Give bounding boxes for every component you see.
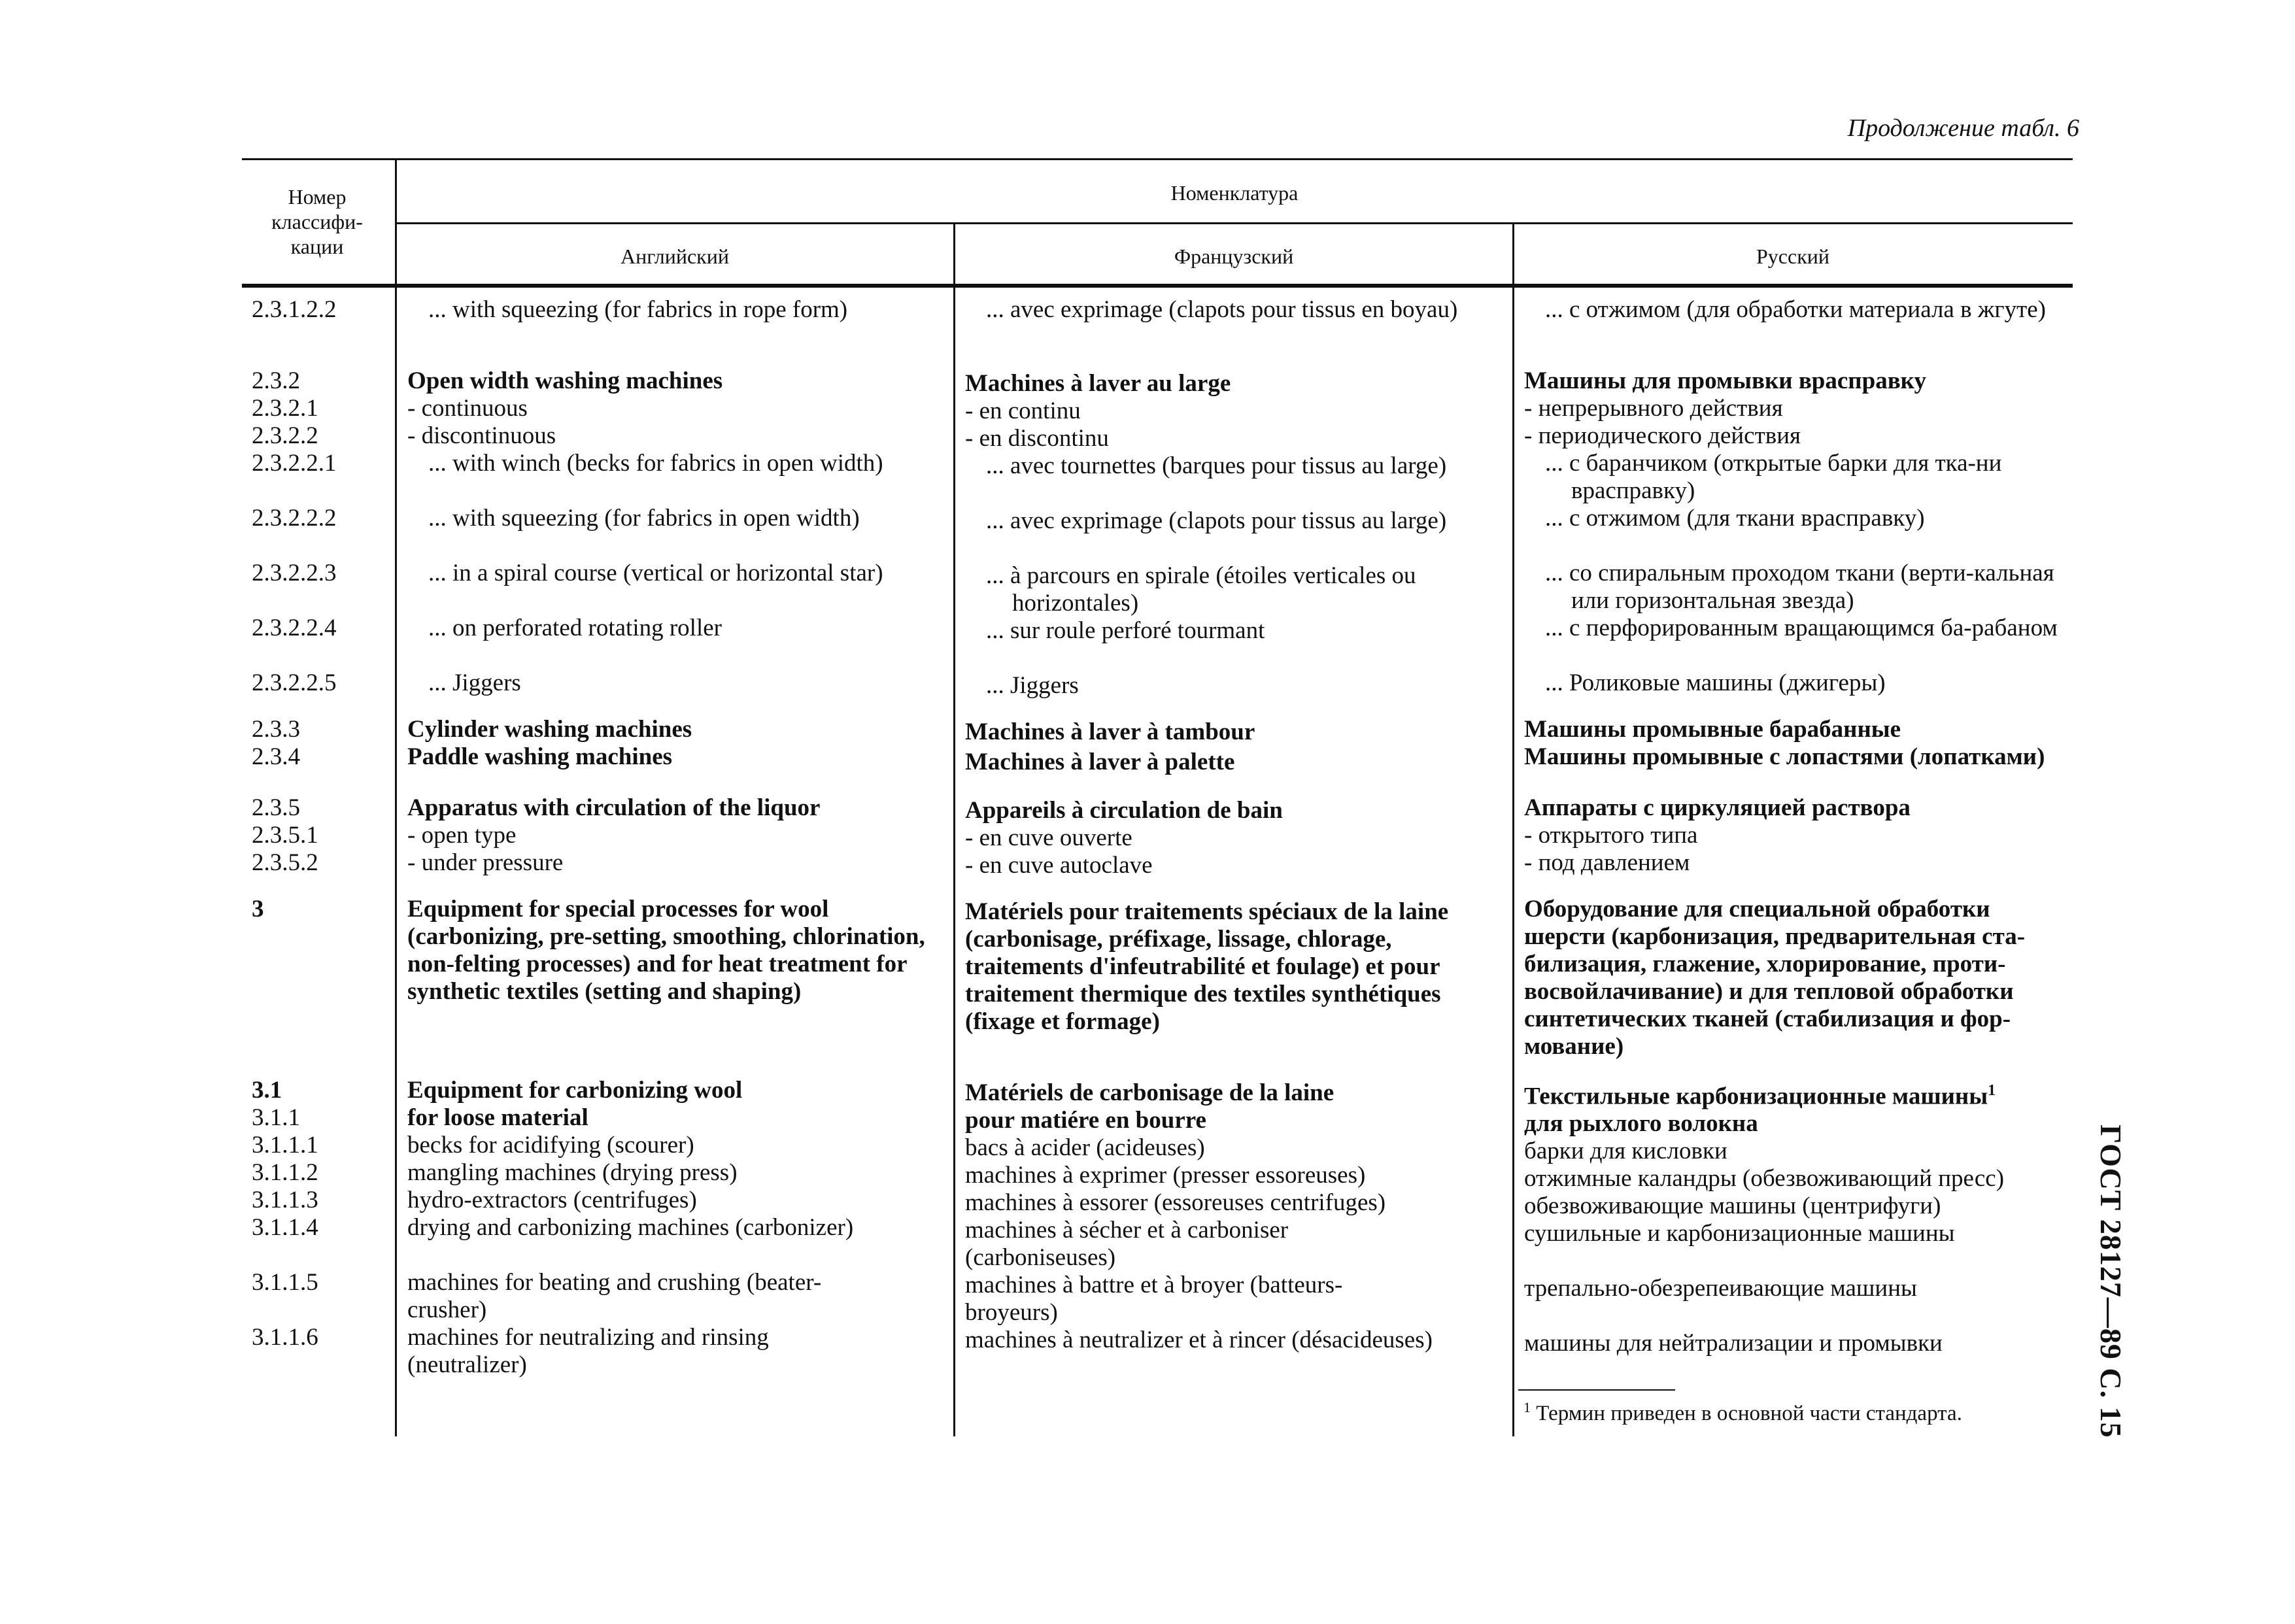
number-column-block bbox=[252, 1077, 318, 1351]
cell-french: machines à essorer (essoreuses centrifuges) bbox=[965, 1189, 1386, 1216]
header-english: Английский bbox=[620, 245, 729, 268]
row-number: 2.3.5.1 bbox=[252, 822, 318, 849]
cell-russian: ... со спиральным проходом ткани (верти-кальная или горизонтальная звезда) bbox=[1545, 560, 2054, 614]
cell-french: bacs à acider (acideuses) bbox=[965, 1134, 1205, 1161]
english-column-block bbox=[407, 794, 944, 877]
row-number: 2.3.2.2 bbox=[252, 422, 318, 449]
cell-russian: сушильные и карбонизационные машины bbox=[1524, 1220, 1955, 1247]
english-column-block bbox=[407, 716, 944, 771]
header-russian: Русский bbox=[1756, 245, 1829, 268]
row-number: 3.1.1.4 bbox=[252, 1214, 318, 1241]
number-column-block bbox=[252, 367, 337, 697]
row-number: 2.3.5.2 bbox=[252, 849, 318, 876]
cell-french: machines à sécher et à carboniser (carboniseuses) bbox=[965, 1217, 1289, 1271]
column-divider-english bbox=[953, 222, 955, 1436]
cell-french: ... Jiggers bbox=[986, 672, 1079, 699]
cell-russian: - непрерывного действия bbox=[1524, 395, 1783, 422]
cell-russian: трепально-обезрепеивающие машины bbox=[1524, 1275, 1917, 1302]
cell-russian: Машины для промывки врасправку bbox=[1524, 367, 1926, 394]
french-column-block bbox=[965, 797, 1501, 879]
cell-french: machines à battre et à broyer (batteurs-broyeurs) bbox=[965, 1272, 1343, 1326]
row-number: 2.3.4 bbox=[252, 743, 300, 770]
footnote-number: 1 bbox=[1523, 1399, 1531, 1415]
cell-english: mangling machines (drying press) bbox=[407, 1159, 738, 1186]
cell-english: Equipment for special processes for wool (carbonizing, pre-setting, smoothing, chlorination, non-felting processes) and for heat treatment for synthetic textiles (setting and shaping) bbox=[407, 896, 925, 1005]
footnote-text: Термин приведен в основной части стандарта. bbox=[1536, 1402, 1962, 1425]
row-number: 3.1.1.1 bbox=[252, 1132, 318, 1159]
french-column-block bbox=[965, 719, 1501, 776]
russian-column-block bbox=[1524, 1077, 2067, 1357]
cell-english: - continuous bbox=[407, 395, 528, 422]
row-number: 2.3.2.2.1 bbox=[252, 450, 337, 477]
footnote bbox=[1523, 1399, 1962, 1426]
cell-french: - en discontinu bbox=[965, 425, 1109, 452]
cell-french: Appareils à circulation de bain bbox=[965, 797, 1283, 824]
row-number: 3.1.1.6 bbox=[252, 1324, 318, 1351]
french-column-block bbox=[965, 370, 1501, 700]
cell-russian: обезвоживающие машины (центрифуги) bbox=[1524, 1193, 1941, 1220]
footnote-rule bbox=[1518, 1389, 1675, 1391]
cell-french: ... avec tournettes (barques pour tissus au large) bbox=[986, 452, 1447, 479]
row-number: 2.3.2.2.5 bbox=[252, 669, 337, 696]
row-number: 2.3.2.2.4 bbox=[252, 615, 337, 641]
number-column-block bbox=[252, 794, 318, 877]
english-column-block bbox=[407, 367, 944, 697]
column-divider-number bbox=[395, 158, 397, 1436]
cell-french: pour matiére en bourre bbox=[965, 1107, 1206, 1134]
cell-russian: - открытого типа bbox=[1524, 822, 1698, 849]
cell-french: machines à neutralizer et à rincer (désacideuses) bbox=[965, 1327, 1433, 1353]
cell-russian: Машины промывные барабанные bbox=[1524, 716, 1901, 743]
cell-french: ... avec exprimage (clapots pour tissus au large) bbox=[986, 507, 1447, 534]
column-divider-french bbox=[1512, 222, 1514, 1436]
cell-english: machines for beating and crushing (beater-crusher) bbox=[407, 1269, 822, 1323]
row-number: 3 bbox=[252, 896, 264, 922]
cell-english: ... on perforated rotating roller bbox=[428, 615, 722, 641]
cell-russian: ... Роликовые машины (джигеры) bbox=[1545, 669, 1886, 696]
russian-column-block bbox=[1524, 367, 2067, 697]
cell-french: machines à exprimer (presser essoreuses) bbox=[965, 1162, 1366, 1189]
cell-english: - discontinuous bbox=[407, 422, 556, 449]
cell-russian: ... с отжимом (для обработки материала в жгуте) bbox=[1545, 296, 2046, 323]
number-column-block bbox=[252, 716, 300, 771]
french-column-block bbox=[965, 1079, 1511, 1354]
header-split-rule bbox=[396, 222, 2073, 224]
header-bottom-rule bbox=[242, 284, 2073, 288]
row-number: 2.3.2.2.2 bbox=[252, 505, 337, 532]
row-number: 3.1.1.3 bbox=[252, 1187, 318, 1213]
header-nomenclature: Номенклатура bbox=[1170, 181, 1299, 205]
row-number: 3.1.1.2 bbox=[252, 1159, 318, 1186]
cell-english: - open type bbox=[407, 822, 517, 849]
cell-russian: Текстильные карбонизационные машины bbox=[1524, 1083, 1988, 1110]
cell-russian: Машины промывные с лопастями (лопатками) bbox=[1524, 743, 2045, 770]
cell-french: - en cuve ouverte bbox=[965, 824, 1132, 851]
table-top-rule bbox=[242, 158, 2073, 160]
cell-french: Machines à laver à palette bbox=[965, 749, 1235, 775]
cell-russian: - под давлением bbox=[1524, 849, 1690, 876]
cell-english: ... Jiggers bbox=[428, 669, 521, 696]
cell-english: Open width washing machines bbox=[407, 367, 723, 394]
cell-french: - en continu bbox=[965, 398, 1081, 424]
cell-russian: ... с перфорированным вращающимся ба-рабаном bbox=[1545, 615, 2058, 641]
cell-russian: - периодического действия bbox=[1524, 422, 1801, 449]
cell-french: ... avec exprimage (clapots pour tissus en boyau) bbox=[986, 296, 1458, 323]
cell-french: ... sur roule perforé tourmant bbox=[986, 617, 1265, 644]
continuation-note: Продолжение табл. 6 bbox=[1847, 114, 2079, 142]
row-number: 2.3.1.2.2 bbox=[252, 296, 337, 323]
row-number: 3.1.1.5 bbox=[252, 1269, 318, 1296]
cell-french: Machines à laver à tambour bbox=[965, 719, 1255, 745]
cell-english: ... with squeezing (for fabrics in open width) bbox=[428, 505, 860, 532]
row-number: 2.3.2 bbox=[252, 367, 300, 394]
row-number: 2.3.2.2.3 bbox=[252, 560, 337, 586]
row-number: 3.1 bbox=[252, 1077, 282, 1104]
cell-french: Machines à laver au large bbox=[965, 370, 1231, 397]
cell-russian: ... с баранчиком (открытые барки для тка-ни врасправку) bbox=[1545, 450, 2002, 504]
cell-english: Apparatus with circulation of the liquor bbox=[407, 794, 821, 821]
cell-french: Matériels de carbonisage de la laine bbox=[965, 1079, 1334, 1106]
row-number: 3.1.1 bbox=[252, 1104, 300, 1131]
cell-french: - en cuve autoclave bbox=[965, 852, 1153, 879]
cell-russian: отжимные каландры (обезвоживающий пресс) bbox=[1524, 1165, 2005, 1193]
row-number: 2.3.2.1 bbox=[252, 395, 318, 422]
cell-english: Cylinder washing machines bbox=[407, 716, 692, 743]
cell-english: machines for neutralizing and rinsing (neutralizer) bbox=[407, 1324, 769, 1378]
footnote-marker: 1 bbox=[1988, 1082, 1996, 1099]
russian-column-block bbox=[1524, 794, 2067, 877]
cell-english: - under pressure bbox=[407, 849, 564, 876]
cell-english: Paddle washing machines bbox=[407, 743, 673, 770]
english-column-block bbox=[407, 1077, 944, 1379]
header-number: Номер классифи-кации bbox=[271, 185, 363, 258]
cell-english: for loose material bbox=[407, 1104, 588, 1131]
cell-english: hydro-extractors (centrifuges) bbox=[407, 1187, 697, 1213]
row-number: 2.3.3 bbox=[252, 716, 300, 743]
cell-english: drying and carbonizing machines (carbonizer) bbox=[407, 1214, 854, 1241]
cell-russian: Оборудование для специальной обработки шерсти (карбонизация, предварительная ста-билизация, глажение, хлорирование, проти-восвойлачивание) и для тепловой обработки синтетических тканей (стабилизация и фор-мование) bbox=[1524, 896, 2026, 1060]
row-number: 2.3.5 bbox=[252, 794, 300, 821]
cell-english: ... with squeezing (for fabrics in rope form) bbox=[428, 296, 848, 323]
cell-russian: машины для нейтрализации и промывки bbox=[1524, 1330, 1943, 1357]
cell-english: Equipment for carbonizing wool bbox=[407, 1077, 743, 1104]
header-french: Французский bbox=[1174, 245, 1294, 268]
cell-french: Matériels pour traitements spéciaux de la laine (carbonisage, préfixage, lissage, chlorage, traitements d'infeutrabilité et foulage) et pour traitement thermique des textiles synthétiques (fixage et formage) bbox=[965, 898, 1449, 1035]
cell-russian: Аппараты с циркуляцией раствора bbox=[1524, 794, 1911, 821]
cell-russian: барки для кисловки bbox=[1524, 1138, 1727, 1165]
russian-column-block bbox=[1524, 716, 2067, 771]
cell-english: becks for acidifying (scourer) bbox=[407, 1132, 694, 1159]
cell-french: ... à parcours en spirale (étoiles verticales ou horizontales) bbox=[986, 562, 1416, 617]
cell-russian: для рыхлого волокна bbox=[1524, 1110, 1758, 1138]
cell-english: ... with winch (becks for fabrics in open width) bbox=[428, 450, 883, 477]
cell-russian: ... с отжимом (для ткани врасправку) bbox=[1545, 505, 1925, 532]
standard-side-label: ГОСТ 28127—89 С. 15 bbox=[2094, 1125, 2128, 1438]
cell-english: ... in a spiral course (vertical or horizontal star) bbox=[428, 560, 883, 586]
